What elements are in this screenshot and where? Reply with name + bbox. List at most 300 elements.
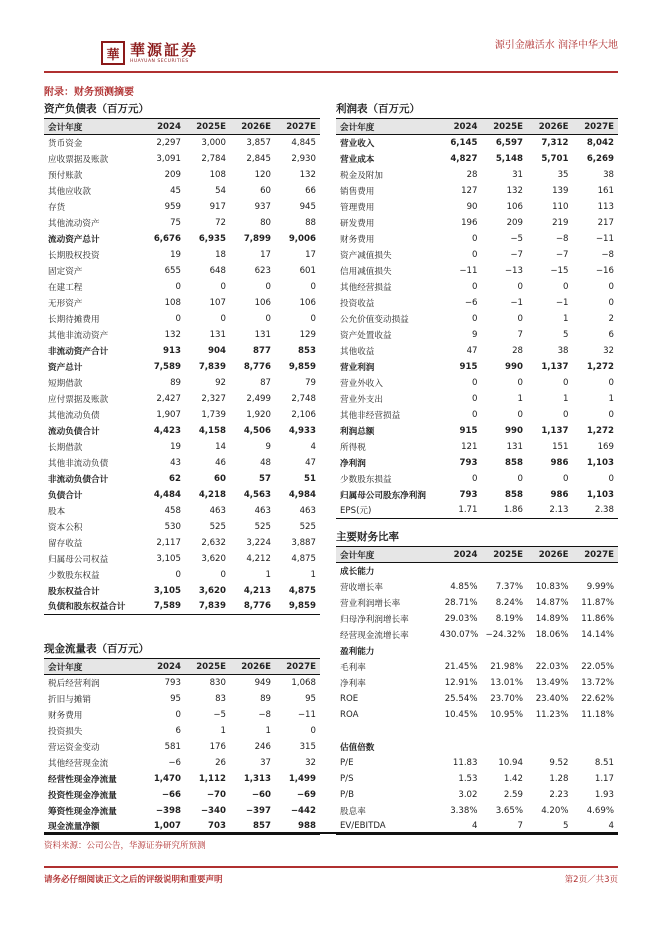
row-label: 留存收益 [48,538,83,549]
table-cell: 4,218 [198,489,226,500]
table-cell: 60 [214,473,226,484]
table-cell: 107 [209,297,226,308]
col-header: 会计年度 [336,547,436,563]
table-cell: 1,920 [246,409,271,420]
table-cell: 132 [299,169,316,180]
table-cell: 1,499 [288,773,316,784]
row-label: 其他经营损益 [340,282,392,293]
row-label: 长期借款 [48,442,83,453]
table-cell: 90 [466,201,478,212]
table-cell: 8,776 [230,599,275,615]
footer-rule [44,832,618,834]
table-row [336,771,618,787]
table-row [44,771,320,787]
income-statement-section [336,102,618,519]
table-row [44,295,320,311]
table-row [44,199,320,215]
row-label: 归属母公司股东净利润 [340,490,426,501]
table-cell: 525 [209,521,226,532]
table-cell: 9.52 [549,757,569,768]
table-cell: −24.32% [485,629,526,640]
row-label [336,723,436,739]
table-row [44,487,320,503]
table-cell: 4,213 [243,585,271,596]
table-cell: 10.95% [490,709,523,720]
table-cell: 853 [298,345,316,356]
table-cell: −13 [504,265,523,276]
table-cell: 0 [472,249,478,260]
table-cell: 4,484 [153,489,181,500]
row-label: 无形资产 [48,298,83,309]
table-row [336,407,618,423]
data-source-note: 资料来源：公司公告，华源证券研究所预测 [44,841,206,851]
table-cell: 18.06% [535,629,569,640]
row-label: 其他非流动资产 [48,330,109,341]
table-row [44,519,320,535]
row-label: 利润总额 [340,426,375,437]
table-cell: 0 [608,281,614,292]
table-cell: 5,701 [541,153,569,164]
table-cell: 13.72% [581,677,614,688]
table-cell: 95 [170,693,181,704]
table-cell [482,643,528,659]
table-cell [482,723,528,739]
table-cell: 2,845 [246,153,271,164]
table-cell: 209 [164,169,181,180]
table-cell: 80 [260,217,271,228]
table-cell: 0 [472,473,478,484]
table-row [336,723,618,739]
table-cell: 1,007 [140,819,185,835]
table-row [336,439,618,455]
table-cell: 48 [260,457,271,468]
table-cell: 106 [254,297,271,308]
row-label: 营运资金变动 [48,742,100,753]
table-cell: 7.37% [495,581,523,592]
table-row [44,215,320,231]
table-cell: 0 [472,409,478,420]
row-label: 销售费用 [340,186,375,197]
table-cell: 7,589 [153,361,181,372]
table-row [44,739,320,755]
table-cell: 10.83% [535,581,569,592]
table-cell [436,643,482,659]
table-cell: 1,137 [541,425,569,436]
table-cell: 51 [304,473,316,484]
table-cell [527,723,573,739]
table-cell: 108 [164,297,181,308]
row-label: 资产减值损失 [340,250,392,261]
table-cell: 121 [461,441,478,452]
row-label: 营业利润增长率 [340,598,401,609]
table-cell: 8.51 [594,757,614,768]
table-cell: 2 [608,313,614,324]
row-label: P/B [340,789,354,800]
row-label: 其他经营现金流 [48,758,109,769]
table-cell [573,739,619,755]
table-cell: 463 [299,505,316,516]
row-label: 货币资金 [48,138,83,149]
table-cell: 2,748 [291,393,316,404]
table-cell: 14.14% [581,629,614,640]
table-row [336,215,618,231]
table-cell: 3,887 [291,537,316,548]
table-row [44,263,320,279]
table-cell: 29.03% [444,613,478,624]
table-row [336,263,618,279]
table-cell: 2,632 [201,537,226,548]
table-row [44,391,320,407]
table-row [336,247,618,263]
row-label: 股息率 [340,806,366,817]
table-cell: 131 [506,441,523,452]
table-header-row [44,659,320,675]
table-cell: 793 [459,457,478,468]
table-cell: 28.71% [444,597,478,608]
table-section-header-row [336,563,618,579]
table-header-row [44,119,320,135]
table-cell: 4,423 [153,425,181,436]
table-cell: 10.45% [444,709,478,720]
row-label: 应付票据及账款 [48,394,109,405]
table-cell: 9,006 [288,233,316,244]
table-header-row [336,119,618,135]
disclaimer-text: 请务必仔细阅读正文之后的评级说明和重要声明 [44,875,223,885]
table-cell: 11.18% [581,709,614,720]
table-section-header-row [336,739,618,755]
table-cell: 21.98% [490,661,523,672]
table-cell: 23.40% [535,693,569,704]
table-cell: −442 [290,805,316,816]
table-cell: 2,427 [156,393,181,404]
col-header: 2025E [482,119,528,135]
table-row [336,503,618,519]
table-cell: 1 [517,393,523,404]
row-label: 固定资产 [48,266,83,277]
table-cell: 858 [505,489,523,500]
table-cell: 17 [305,249,316,260]
table-cell: 28 [512,345,523,356]
row-label: 资本公积 [48,522,83,533]
row-label: 长期股权投资 [48,250,100,261]
row-label: P/E [340,757,354,768]
table-cell [573,643,619,659]
table-cell: 1.93 [594,789,614,800]
table-cell: 9,859 [275,599,320,615]
table-cell: 28 [466,169,478,180]
table-cell: 990 [505,361,523,372]
table-cell: −7 [510,249,523,260]
col-header: 2027E [275,659,320,675]
table-cell: 857 [230,819,275,835]
table-cell: 0 [563,377,569,388]
row-label: 股本 [48,506,66,517]
table-cell: 14.89% [535,613,569,624]
row-label: 营业收入 [340,138,375,149]
table-cell: 31 [512,169,523,180]
table-cell: 858 [505,457,523,468]
table-cell: 8.24% [495,597,523,608]
table-cell: 12.91% [444,677,478,688]
table-cell: 1.17 [594,773,614,784]
table-cell: 2,930 [291,153,316,164]
table-cell: 0 [517,313,523,324]
table-cell: −340 [200,805,226,816]
table-cell: 0 [310,313,316,324]
table-row [336,675,618,691]
table-cell: 113 [597,201,614,212]
table-cell: 60 [260,185,271,196]
table-cell: 988 [275,819,320,835]
table-cell: 6,269 [586,153,614,164]
table-cell: 0 [175,313,181,324]
table-row [44,279,320,295]
table-cell: 1,272 [586,425,614,436]
table-cell: 2.38 [573,503,619,519]
table-cell: 132 [164,329,181,340]
table-row [336,755,618,771]
table-cell: 0 [517,473,523,484]
table-cell: 89 [260,693,271,704]
table-row [44,803,320,819]
table-cell: 4,506 [243,425,271,436]
company-logo [101,41,198,65]
row-label: P/S [340,773,354,784]
table-cell: 937 [254,201,271,212]
table-cell: 2.23 [549,789,569,800]
table-cell: 0 [310,725,316,736]
col-header: 2027E [573,119,619,135]
table-cell: 703 [185,819,230,835]
col-header: 2025E [185,119,230,135]
table-row [336,803,618,819]
table-row [44,691,320,707]
table-cell: 623 [254,265,271,276]
table-cell: 4,875 [288,585,316,596]
table-cell: 986 [550,457,569,468]
table-cell: 3,000 [201,137,226,148]
col-header: 会计年度 [44,119,140,135]
table-cell: −8 [601,249,614,260]
table-cell: 47 [305,457,316,468]
table-cell: 1 [220,725,226,736]
table-cell: 11.86% [581,613,614,624]
table-cell [436,739,482,755]
table-cell: 0 [220,313,226,324]
col-header: 2026E [527,119,573,135]
header-slogan: 源引金融活水 润泽中华大地 [494,40,618,51]
row-label: 公允价值变动损益 [340,314,409,325]
table-cell: 26 [215,757,226,768]
table-row [336,199,618,215]
table-cell: −66 [161,789,181,800]
income-statement-table [336,118,618,519]
balance-sheet-table [44,118,320,615]
table-cell: −5 [213,709,226,720]
table-cell: −1 [510,297,523,308]
table-cell: 6,935 [198,233,226,244]
table-row [336,327,618,343]
row-label: 净利润 [340,458,366,469]
table-cell: 209 [506,217,523,228]
table-row [44,675,320,691]
table-cell: 0 [220,281,226,292]
row-label: 存货 [48,202,66,213]
table-cell: 0 [608,473,614,484]
table-cell [527,739,573,755]
row-label: 经营现金流增长率 [340,630,409,641]
table-row [336,627,618,643]
table-row [44,455,320,471]
row-label: 负债合计 [48,490,83,501]
table-cell: 17 [260,249,271,260]
table-cell: 7 [517,329,523,340]
table-cell: 37 [260,757,271,768]
table-cell: 4,933 [288,425,316,436]
table-cell: 0 [608,297,614,308]
row-label: 净利率 [340,678,366,689]
table-cell: 35 [557,169,569,180]
table-row [44,503,320,519]
table-cell: 2,784 [201,153,226,164]
cash-flow-section [44,642,320,835]
col-header: 2024 [436,119,482,135]
table-cell: 22.62% [581,693,614,704]
table-cell: 525 [299,521,316,532]
table-cell: −15 [550,265,569,276]
table-row [44,471,320,487]
table-cell: −16 [595,265,614,276]
table-cell: 4 [573,819,619,835]
table-cell: 8,776 [243,361,271,372]
table-cell: −5 [510,233,523,244]
table-row [336,311,618,327]
row-label: 营收增长率 [340,582,383,593]
table-cell: 1 [265,725,271,736]
table-cell [482,563,528,579]
table-cell: −7 [555,249,569,260]
table-row [44,551,320,567]
table-cell: 913 [163,345,181,356]
row-label: ROA [340,709,359,720]
row-label: 盈利能力 [340,646,375,657]
table-cell: 110 [552,201,569,212]
table-cell: 458 [164,505,181,516]
table-cell: 0 [608,409,614,420]
table-cell: 986 [550,489,569,500]
table-cell: 877 [253,345,271,356]
table-cell: 793 [164,677,181,688]
table-cell: 4,845 [291,137,316,148]
table-cell: 2,297 [156,137,181,148]
row-label: 少数股东损益 [340,474,392,485]
table-section-header-row [336,643,618,659]
table-cell: 127 [461,185,478,196]
table-cell: 1,313 [243,773,271,784]
ratios-section [336,530,618,835]
table-cell: 169 [597,441,614,452]
logo-mark-icon: 華 [101,41,125,65]
row-label: 投资性现金净流量 [48,790,117,801]
table-cell: 0 [310,281,316,292]
table-cell: 5 [527,819,573,835]
table-row [336,375,618,391]
table-cell: 43 [170,457,181,468]
footer-divider [44,866,618,868]
table-cell: 3,091 [156,153,181,164]
table-cell: 0 [517,377,523,388]
table-cell: 92 [215,377,226,388]
row-label: 应收票据及账款 [48,154,109,165]
table-cell: 525 [254,521,271,532]
table-cell: 196 [461,217,478,228]
table-cell: 945 [299,201,316,212]
table-cell: 32 [603,345,614,356]
table-row [336,391,618,407]
table-row [336,595,618,611]
row-label: 营业外收入 [340,378,383,389]
table-cell: 915 [459,361,478,372]
table-cell: 601 [299,265,316,276]
table-row [44,135,320,151]
table-cell: −70 [206,789,226,800]
table-cell: 6,145 [450,137,478,148]
table-row [44,167,320,183]
table-cell: −11 [595,233,614,244]
table-cell: 1,272 [586,361,614,372]
table-cell: −8 [258,709,271,720]
table-cell: 7,589 [140,599,185,615]
table-cell: 1,103 [586,489,614,500]
table-cell: 38 [603,169,614,180]
table-cell: 217 [597,217,614,228]
row-label: 非流动资产合计 [48,346,109,357]
table-cell: 4,827 [450,153,478,164]
ratios-table [336,546,618,835]
col-header: 会计年度 [44,659,140,675]
table-cell: 13.49% [535,677,569,688]
table-cell: 246 [254,741,271,752]
row-label: EPS(元) [336,503,436,519]
row-label: 其他非流动负债 [48,458,109,469]
table-row [336,423,618,439]
table-cell: 47 [466,345,478,356]
table-cell: 655 [164,265,181,276]
table-cell: 1 [608,393,614,404]
table-cell: 19 [170,441,181,452]
table-cell: 1,068 [291,677,316,688]
table-cell: 11.83 [452,757,478,768]
header-divider [44,71,618,73]
table-row [44,707,320,723]
table-cell: 9,859 [288,361,316,372]
table-cell: 0 [563,409,569,420]
table-cell [527,563,573,579]
table-cell: 2.59 [503,789,523,800]
table-cell: 66 [305,185,316,196]
table-cell: 95 [305,693,316,704]
table-row [44,231,320,247]
row-label: 毛利率 [340,662,366,673]
table-cell: 25.54% [444,693,478,704]
table-cell: 75 [170,217,181,228]
row-label: 营业成本 [340,154,375,165]
col-header: 2025E [482,547,528,563]
row-label: 所得税 [340,442,366,453]
table-row [336,359,618,375]
table-cell: 0 [175,709,181,720]
table-cell: 3.38% [450,805,478,816]
